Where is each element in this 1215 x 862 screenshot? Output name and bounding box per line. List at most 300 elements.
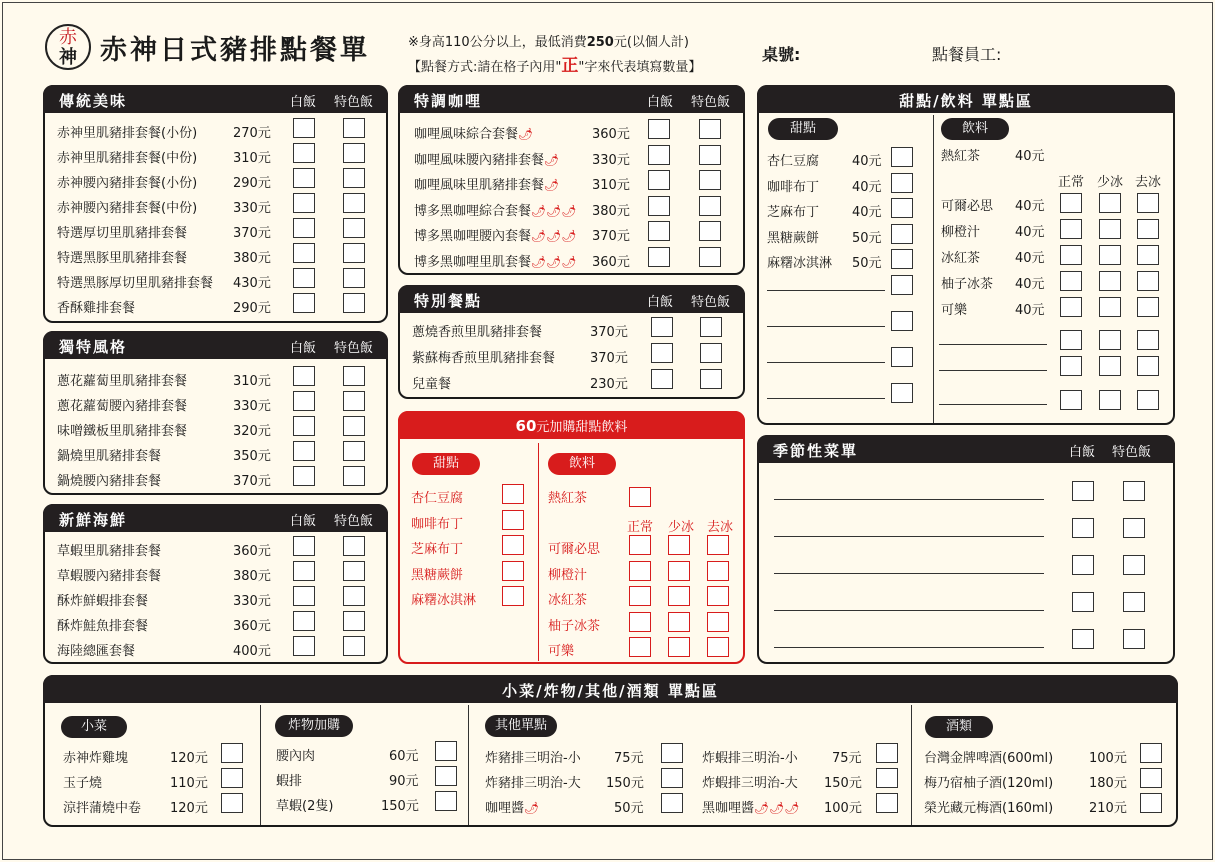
- quantity-box[interactable]: [343, 466, 365, 486]
- quantity-box[interactable]: [221, 768, 243, 788]
- menu-item-price: 430元: [233, 276, 271, 291]
- quantity-box[interactable]: [1123, 629, 1145, 649]
- quantity-box[interactable]: [648, 145, 670, 165]
- quantity-box[interactable]: [502, 484, 524, 504]
- quantity-box[interactable]: [1123, 518, 1145, 538]
- seasonal-panel: [757, 435, 1175, 664]
- quantity-box[interactable]: [1137, 245, 1159, 265]
- quantity-box[interactable]: [293, 536, 315, 556]
- side-item-name: 玉子燒: [63, 776, 103, 791]
- quantity-box[interactable]: [891, 275, 913, 295]
- quantity-box[interactable]: [293, 466, 315, 486]
- small-dish-pill: 小菜: [61, 716, 127, 738]
- divider: [538, 443, 539, 661]
- panel-header: [43, 675, 1178, 703]
- menu-item-price: 380元: [592, 203, 630, 219]
- addon-dessert-name: 杏仁豆腐: [411, 491, 464, 506]
- quantity-box[interactable]: [648, 221, 670, 241]
- quantity-box[interactable]: [699, 145, 721, 165]
- quantity-box[interactable]: [629, 535, 651, 555]
- drink-name: 可爾必思: [941, 199, 994, 214]
- quantity-box[interactable]: [891, 147, 913, 167]
- quantity-box[interactable]: [891, 249, 913, 269]
- note-text: 【點餐方式:請在格子內用": [408, 60, 562, 75]
- menu-item-name: 香酥雞排套餐: [57, 301, 136, 316]
- quantity-box[interactable]: [221, 743, 243, 763]
- logo-char-bottom: 神: [59, 47, 77, 68]
- logo-char-top: 赤: [59, 27, 77, 48]
- menu-item-price: 310元: [233, 374, 271, 389]
- col-normal: 正常: [1058, 175, 1085, 190]
- drink-price: 40元: [1015, 149, 1045, 164]
- quantity-box[interactable]: [661, 768, 683, 788]
- quantity-box[interactable]: [1060, 193, 1082, 213]
- quantity-box[interactable]: [1123, 481, 1145, 501]
- other-pill: 其他單點: [485, 715, 557, 737]
- fried-pill: 炸物加購: [275, 715, 353, 737]
- quantity-box[interactable]: [707, 637, 729, 657]
- quantity-box[interactable]: [502, 561, 524, 581]
- quantity-box[interactable]: [891, 198, 913, 218]
- quantity-box[interactable]: [343, 268, 365, 288]
- quantity-box[interactable]: [648, 119, 670, 139]
- quantity-box[interactable]: [1060, 330, 1082, 350]
- quantity-box[interactable]: [699, 247, 721, 267]
- quantity-box[interactable]: [648, 196, 670, 216]
- quantity-box[interactable]: [876, 768, 898, 788]
- side-item: [485, 772, 581, 791]
- drink-price: 40元: [1015, 251, 1045, 266]
- panel-header: [43, 85, 388, 113]
- quantity-box[interactable]: [651, 343, 673, 363]
- brand-logo: [45, 24, 91, 70]
- write-in-line[interactable]: [939, 404, 1047, 405]
- side-item-price: 60元: [389, 749, 419, 764]
- menu-item-name: 酥炸鮭魚排套餐: [57, 619, 149, 634]
- panel-title: 小菜/炸物/其他/酒類 單點區: [502, 682, 719, 700]
- quantity-box[interactable]: [1099, 297, 1121, 317]
- quantity-box[interactable]: [293, 168, 315, 188]
- quantity-box[interactable]: [629, 586, 651, 606]
- quantity-box[interactable]: [891, 347, 913, 367]
- quantity-box[interactable]: [1060, 219, 1082, 239]
- order-method-note: [408, 51, 701, 76]
- menu-item-price: 330元: [233, 399, 271, 414]
- menu-item-price: 380元: [233, 251, 271, 266]
- drink-pill: 飲料: [941, 118, 1009, 140]
- addon-price: 60: [515, 417, 537, 435]
- side-item-price: 150元: [381, 799, 419, 814]
- divider: [468, 705, 469, 825]
- note-amount: 250: [586, 35, 614, 50]
- special-meal-panel: [398, 285, 745, 399]
- quantity-box[interactable]: [1137, 390, 1159, 410]
- col-no-ice: 去冰: [707, 520, 734, 535]
- quantity-box[interactable]: [629, 612, 651, 632]
- menu-item-price: 400元: [233, 644, 271, 659]
- addon-drink-name: 冰紅茶: [548, 593, 588, 608]
- addon-dessert-name: 黑糖蕨餅: [411, 567, 464, 583]
- col-no-ice: 去冰: [1135, 175, 1162, 190]
- addon-dessert-name: 咖啡布丁: [411, 516, 464, 532]
- col-special: 特色飯: [334, 341, 374, 356]
- quantity-box[interactable]: [876, 793, 898, 813]
- quantity-box[interactable]: [651, 317, 673, 337]
- quantity-box[interactable]: [1140, 768, 1162, 788]
- col-less-ice: 少冰: [1097, 175, 1124, 190]
- drink-price: 40元: [1015, 303, 1045, 318]
- quantity-box[interactable]: [629, 637, 651, 657]
- quantity-box[interactable]: [293, 218, 315, 238]
- write-in-line[interactable]: [939, 370, 1047, 371]
- quantity-box[interactable]: [700, 369, 722, 389]
- write-in-line[interactable]: [767, 290, 885, 291]
- panel-header: [43, 504, 388, 532]
- quantity-box[interactable]: [343, 293, 365, 313]
- write-in-line[interactable]: [767, 398, 885, 399]
- dessert-price: 50元: [852, 256, 882, 271]
- quantity-box[interactable]: [668, 612, 690, 632]
- menu-item-price: 370元: [590, 325, 628, 340]
- side-item: [485, 747, 581, 766]
- quantity-box[interactable]: [1137, 330, 1159, 350]
- menu-item-name: 赤神里肌豬排套餐(小份): [57, 126, 198, 141]
- quantity-box[interactable]: [668, 586, 690, 606]
- quantity-box[interactable]: [707, 612, 729, 632]
- menu-item-name: 特選黑豚厚切里肌豬排套餐: [57, 276, 214, 291]
- quantity-box[interactable]: [1060, 245, 1082, 265]
- quantity-box[interactable]: [1072, 555, 1094, 575]
- quantity-box[interactable]: [891, 311, 913, 331]
- quantity-box[interactable]: [1072, 629, 1094, 649]
- divider: [933, 115, 934, 423]
- col-rice: 白飯: [290, 95, 317, 110]
- quantity-box[interactable]: [1137, 193, 1159, 213]
- drink-name: 可樂: [941, 303, 968, 318]
- quantity-box[interactable]: [699, 119, 721, 139]
- quantity-box[interactable]: [700, 343, 722, 363]
- quantity-box[interactable]: [343, 218, 365, 238]
- side-item: [702, 772, 798, 791]
- panel-header: [398, 285, 745, 313]
- quantity-box[interactable]: [1060, 390, 1082, 410]
- quantity-box[interactable]: [1099, 193, 1121, 213]
- write-in-line[interactable]: [774, 499, 1044, 500]
- panel-title: 獨特風格: [59, 338, 128, 356]
- panel-header: [398, 85, 745, 113]
- col-rice: 白飯: [647, 95, 674, 110]
- quantity-box[interactable]: [876, 743, 898, 763]
- quantity-box[interactable]: [221, 793, 243, 813]
- quantity-box[interactable]: [343, 193, 365, 213]
- menu-item-name: 特選黑豚里肌豬排套餐: [57, 251, 188, 266]
- quantity-box[interactable]: [699, 196, 721, 216]
- side-item-price: 150元: [606, 776, 644, 791]
- dessert-name: 黑糖蕨餅: [767, 230, 820, 246]
- quantity-box[interactable]: [293, 268, 315, 288]
- quantity-box[interactable]: [651, 369, 673, 389]
- quantity-box[interactable]: [1123, 555, 1145, 575]
- quantity-box[interactable]: [435, 766, 457, 786]
- addon-drink-name: 可樂: [548, 644, 575, 659]
- menu-item: [414, 123, 533, 142]
- col-special: 特色飯: [691, 295, 731, 310]
- side-item-price: 110元: [170, 776, 208, 791]
- chili-icon: 🌶: [518, 127, 534, 141]
- write-in-line[interactable]: [774, 536, 1044, 537]
- quantity-box[interactable]: [668, 637, 690, 657]
- quantity-box[interactable]: [343, 441, 365, 461]
- quantity-box[interactable]: [707, 561, 729, 581]
- menu-item-price: 360元: [592, 127, 630, 142]
- quantity-box[interactable]: [343, 118, 365, 138]
- quantity-box[interactable]: [1060, 271, 1082, 291]
- quantity-box[interactable]: [343, 586, 365, 606]
- quantity-box[interactable]: [293, 193, 315, 213]
- min-charge-note: [408, 31, 689, 50]
- menu-item-price: 360元: [592, 254, 630, 270]
- quantity-box[interactable]: [435, 741, 457, 761]
- menu-item-price: 370元: [233, 226, 271, 241]
- quantity-box[interactable]: [343, 636, 365, 656]
- menu-item-price: 310元: [592, 178, 630, 193]
- menu-item-name: 博多黑咖哩綜合套餐: [414, 203, 532, 219]
- quantity-box[interactable]: [1137, 219, 1159, 239]
- staff-label: 點餐員工:: [932, 45, 1002, 64]
- panel-header: [43, 331, 388, 359]
- quantity-box[interactable]: [1099, 356, 1121, 376]
- quantity-box[interactable]: [502, 510, 524, 530]
- panel-title: 季節性菜單: [773, 442, 859, 460]
- quantity-box[interactable]: [1099, 219, 1121, 239]
- quantity-box[interactable]: [668, 535, 690, 555]
- panel-title: 甜點/飲料 單點區: [899, 92, 1033, 110]
- quantity-box[interactable]: [699, 221, 721, 241]
- wine-name: 榮光藏元梅酒(160ml): [924, 801, 1054, 816]
- side-item-name: 炸蝦排三明治-大: [702, 776, 798, 791]
- drink-name: 熱紅茶: [941, 149, 981, 164]
- quantity-box[interactable]: [343, 243, 365, 263]
- menu-item-price: 330元: [233, 201, 271, 216]
- chili-icon: 🌶🌶🌶: [531, 254, 577, 269]
- quantity-box[interactable]: [1137, 297, 1159, 317]
- quantity-box[interactable]: [343, 366, 365, 386]
- quantity-box[interactable]: [293, 118, 315, 138]
- chili-icon: 🌶: [544, 178, 560, 192]
- note-text-end: 元(以個人計): [613, 35, 690, 50]
- quantity-box[interactable]: [1123, 592, 1145, 612]
- menu-item-name: 草蝦腰內豬排套餐: [57, 569, 162, 584]
- col-special: 特色飯: [334, 95, 374, 110]
- quantity-box[interactable]: [1137, 271, 1159, 291]
- dessert-name: 芝麻布丁: [767, 205, 820, 220]
- quantity-box[interactable]: [891, 224, 913, 244]
- menu-item-name: 博多黑咖哩里肌套餐: [414, 254, 532, 270]
- seafood-panel: [43, 504, 388, 664]
- menu-item-name: 特選厚切里肌豬排套餐: [57, 226, 188, 241]
- quantity-box[interactable]: [661, 743, 683, 763]
- write-in-line[interactable]: [939, 344, 1047, 345]
- menu-item-name: 味噌鐵板里肌豬排套餐: [57, 424, 188, 439]
- addon-dessert-name: 芝麻布丁: [411, 542, 464, 557]
- menu-item-name: 咖哩風味里肌豬排套餐: [414, 178, 545, 193]
- quantity-box[interactable]: [293, 391, 315, 411]
- quantity-box[interactable]: [343, 536, 365, 556]
- quantity-box[interactable]: [293, 611, 315, 631]
- note-text: ※身高110公分以上，最低消費: [408, 35, 587, 50]
- menu-item-price: 310元: [233, 151, 271, 166]
- side-item-price: 75元: [614, 751, 644, 766]
- wine-price: 210元: [1089, 801, 1127, 816]
- quantity-box[interactable]: [707, 535, 729, 555]
- quantity-box[interactable]: [343, 143, 365, 163]
- quantity-box[interactable]: [1060, 356, 1082, 376]
- side-item: [702, 747, 798, 766]
- quantity-box[interactable]: [629, 487, 651, 507]
- quantity-box[interactable]: [293, 143, 315, 163]
- col-special: 特色飯: [334, 514, 374, 529]
- write-in-line[interactable]: [774, 610, 1044, 611]
- col-less-ice: 少冰: [668, 520, 695, 535]
- quantity-box[interactable]: [343, 416, 365, 436]
- write-in-line[interactable]: [767, 326, 885, 327]
- quantity-box[interactable]: [1140, 743, 1162, 763]
- quantity-box[interactable]: [343, 561, 365, 581]
- quantity-box[interactable]: [1099, 245, 1121, 265]
- addon-drink-name: 熱紅茶: [548, 491, 588, 506]
- quantity-box[interactable]: [629, 561, 651, 581]
- panel-title: 新鮮海鮮: [59, 511, 128, 529]
- quantity-box[interactable]: [293, 636, 315, 656]
- dessert-price: 40元: [852, 179, 882, 195]
- quantity-box[interactable]: [1099, 330, 1121, 350]
- drink-name: 冰紅茶: [941, 251, 981, 266]
- quantity-box[interactable]: [1072, 481, 1094, 501]
- quantity-box[interactable]: [293, 441, 315, 461]
- wine-pill: 酒類: [925, 716, 993, 738]
- side-item-name: 涼拌蒲燒中卷: [63, 801, 142, 816]
- menu-item-price: 290元: [233, 176, 271, 191]
- col-special: 特色飯: [691, 95, 731, 110]
- quantity-box[interactable]: [699, 170, 721, 190]
- quantity-box[interactable]: [293, 586, 315, 606]
- quantity-box[interactable]: [648, 247, 670, 267]
- quantity-box[interactable]: [293, 243, 315, 263]
- quantity-box[interactable]: [343, 391, 365, 411]
- panel-title: 特別餐點: [414, 292, 483, 310]
- write-in-line[interactable]: [767, 362, 885, 363]
- addon-drink-name: 柳橙汁: [548, 567, 588, 583]
- quantity-box[interactable]: [502, 535, 524, 555]
- note-mark: 正: [561, 56, 579, 76]
- quantity-box[interactable]: [661, 793, 683, 813]
- quantity-box[interactable]: [891, 383, 913, 403]
- dessert-name: 杏仁豆腐: [767, 154, 820, 169]
- dessert-name: 咖啡布丁: [767, 179, 820, 195]
- quantity-box[interactable]: [1099, 271, 1121, 291]
- menu-item-price: 320元: [233, 424, 271, 439]
- quantity-box[interactable]: [435, 791, 457, 811]
- table-number-label: 桌號:: [762, 45, 801, 64]
- menu-item-name: 鍋燒腰內豬排套餐: [57, 474, 162, 489]
- drink-price: 40元: [1015, 199, 1045, 214]
- menu-item-price: 380元: [233, 569, 271, 584]
- side-item-name: 蝦排: [276, 774, 303, 789]
- side-item-name: 腰內肉: [276, 749, 316, 764]
- dessert-price: 40元: [852, 205, 882, 220]
- chili-icon: 🌶🌶🌶: [754, 801, 800, 815]
- wine-price: 100元: [1089, 751, 1127, 766]
- addon-panel: [398, 411, 745, 664]
- col-normal: 正常: [627, 520, 654, 535]
- side-item-price: 50元: [614, 801, 644, 816]
- quantity-box[interactable]: [1099, 390, 1121, 410]
- write-in-line[interactable]: [774, 573, 1044, 574]
- menu-item-price: 360元: [233, 619, 271, 634]
- menu-item-price: 370元: [592, 229, 630, 244]
- quantity-box[interactable]: [1060, 297, 1082, 317]
- menu-item-name: 蔥燒香煎里肌豬排套餐: [412, 325, 543, 340]
- side-item-price: 120元: [170, 801, 208, 816]
- side-item-price: 75元: [832, 751, 862, 766]
- menu-item: [414, 225, 577, 244]
- write-in-line[interactable]: [774, 647, 1044, 648]
- traditional-panel: [43, 85, 388, 323]
- panel-header: [398, 411, 745, 439]
- quantity-box[interactable]: [293, 366, 315, 386]
- menu-item-name: 海陸總匯套餐: [57, 644, 136, 659]
- quantity-box[interactable]: [1140, 793, 1162, 813]
- menu-item-price: 230元: [590, 377, 628, 392]
- quantity-box[interactable]: [502, 586, 524, 606]
- quantity-box[interactable]: [648, 170, 670, 190]
- side-item-name: 炸豬排三明治-大: [485, 776, 581, 791]
- quantity-box[interactable]: [343, 611, 365, 631]
- menu-item-price: 350元: [233, 449, 271, 464]
- divider: [911, 705, 912, 825]
- wine-name: 台灣金牌啤酒(600ml): [924, 751, 1054, 766]
- quantity-box[interactable]: [1137, 356, 1159, 376]
- dessert-price: 40元: [852, 154, 882, 169]
- quantity-box[interactable]: [293, 561, 315, 581]
- quantity-box[interactable]: [1072, 592, 1094, 612]
- side-item-price: 150元: [824, 776, 862, 791]
- menu-item-name: 赤神里肌豬排套餐(中份): [57, 151, 198, 166]
- menu-item: [414, 174, 559, 193]
- panel-header: [757, 85, 1175, 113]
- note-text-end: "字來代表填寫數量】: [578, 60, 702, 75]
- menu-item-name: 蔥花蘿蔔腰內豬排套餐: [57, 399, 188, 414]
- menu-item: [414, 200, 577, 219]
- quantity-box[interactable]: [1072, 518, 1094, 538]
- menu-item-price: 290元: [233, 301, 271, 316]
- quantity-box[interactable]: [700, 317, 722, 337]
- side-item-name: 咖哩醬: [485, 801, 525, 816]
- quantity-box[interactable]: [343, 168, 365, 188]
- drink-price: 40元: [1015, 225, 1045, 240]
- quantity-box[interactable]: [707, 586, 729, 606]
- addon-title: 元加購甜點飲料: [536, 420, 628, 435]
- chili-icon: 🌶🌶🌶: [531, 229, 577, 243]
- side-item-name: 草蝦(2隻): [276, 799, 334, 814]
- quantity-box[interactable]: [668, 561, 690, 581]
- quantity-box[interactable]: [293, 293, 315, 313]
- menu-item-price: 360元: [233, 544, 271, 559]
- side-item-price: 100元: [824, 801, 862, 816]
- col-rice: 白飯: [290, 514, 317, 529]
- quantity-box[interactable]: [293, 416, 315, 436]
- quantity-box[interactable]: [891, 173, 913, 193]
